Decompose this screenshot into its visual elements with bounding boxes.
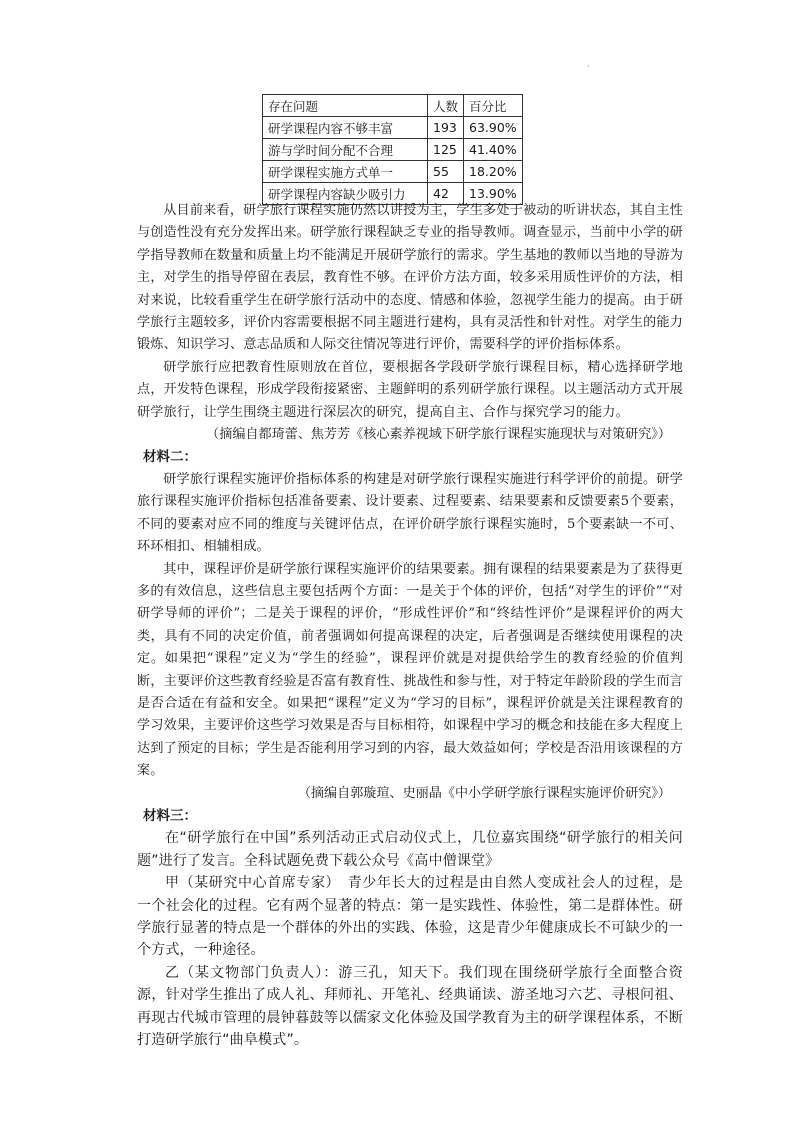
table-row	[263, 139, 523, 161]
material3-heading: 材料三：	[143, 807, 197, 824]
table-cell-count: 193	[428, 117, 464, 139]
table-header-percent: 百分比	[464, 95, 523, 117]
table-cell-percent: 13.90%	[464, 183, 523, 205]
table-header-row	[263, 95, 523, 117]
article-body	[137, 200, 683, 1051]
table-cell-issue: 研学课程内容缺少吸引力	[263, 183, 428, 205]
material2-heading: 材料二：	[143, 449, 197, 466]
table-cell-count: 42	[428, 183, 464, 205]
material3-paragraph-2: 甲（某研究中心首席专家） 青少年长大的过程是由自然人变成社会人的过程，是一个社会化的过程。它有两个显著的特点：第一是实践性、体验性，第二是群体性。研学旅行显著的特点是一个群体的外出的实践、体验，这是青少年健康成长不可缺少的一个方式，一种途径。	[137, 875, 683, 959]
table-cell-issue: 游与学时间分配不合理	[263, 139, 428, 161]
table-cell-issue: 研学课程实施方式单一	[263, 161, 428, 183]
table-row	[263, 117, 523, 139]
material1-source: （摘编自都琦蕾、焦芳芳《核心素养视域下研学旅行课程实施现状与对策研究》）	[206, 427, 671, 443]
table-cell-count: 125	[428, 139, 464, 161]
material2-paragraph-1: 研学旅行课程实施评价指标体系的构建是对研学旅行课程实施进行科学评价的前提。研学旅行课程实施评价指标包括准备要素、设计要素、过程要素、结果要素和反馈要素5个要素，不同的要素对应不同的维度与关键评估点，在评价研学旅行课程实施时，5个要素缺一不可、环环相扣、相辅相成。	[137, 471, 683, 555]
table-cell-issue: 研学课程内容不够丰富	[263, 117, 428, 139]
page-mark: ·	[587, 62, 590, 71]
survey-table	[262, 94, 523, 205]
table-header-issue: 存在问题	[263, 95, 428, 117]
material2-source: （摘编自郭璇瑄、史丽晶《中小学研学旅行课程实施评价研究》）	[297, 785, 671, 801]
table-row	[263, 161, 523, 183]
table-cell-count: 55	[428, 161, 464, 183]
material1-paragraph-1: 从目前来看，研学旅行课程实施仍然以讲授为主，学生多处于被动的听讲状态，其自主性与创造性没有充分发挥出来。研学旅行课程缺乏专业的指导教师。调查显示，当前中小学的研学指导教师在数量和质量上均不能满足开展研学旅行的需求。学生基地的教师以当地的导游为主，对学生的指导停留在表层，教育性不够。在评价方法方面，较多采用质性评价的方法，相对来说，比较看重学生在研学旅行活动中的态度、情感和体验，忽视学生能力的提高。由于研学旅行主题较多，评价内容需要根据不同主题进行建构，具有灵活性和针对性。对学生的能力锻炼、知识学习、意志品质和人际交往情况等进行评价，需要科学的评价指标体系。	[137, 203, 683, 353]
table-cell-percent: 41.40%	[464, 139, 523, 161]
table-cell-percent: 63.90%	[464, 117, 523, 139]
material3-paragraph-1: 在“研学旅行在中国”系列活动正式启动仪式上，几位嘉宾围绕“研学旅行的相关问题”进行了发言。全科试题免费下载公众号《高中僧课堂》	[137, 830, 683, 869]
material2-paragraph-2: 其中，课程评价是研学旅行课程实施评价的结果要素。拥有课程的结果要素是为了获得更多的有效信息，这些信息主要包括两个方面：一是关于个体的评价，包括“对学生的评价”“对研学导师的评价”；二是关于课程的评价，“形成性评价”和“终结性评价”是课程评价的两大类，具有不同的决定价值，前者强调如何提高课程的决定，后者强调是否继续使用课程的决定。如果把“课程”定义为“学生的经验”，课程评价就是对提供给学生的教育经验的价值判断，主要评价这些教育经验是否富有教育性、挑战性和参与性，对于特定年龄阶段的学生而言是否合适在有益和安全。如果把“课程”定义为“学习的目标”，课程评价就是关注课程教育的学习效果，主要评价这些学习效果是否与目标相符，如课程中学习的概念和技能在多大程度上达到了预定的目标；学生是否能利用学习到的内容，最大效益如何；学校是否沿用该课程的方案。	[137, 561, 683, 779]
table-cell-percent: 18.20%	[464, 161, 523, 183]
table-header-count: 人数	[428, 95, 464, 117]
material3-paragraph-3: 乙（某文物部门负责人）：游三孔，知天下。我们现在围绕研学旅行全面整合资源，针对学生推出了成人礼、拜师礼、开笔礼、经典诵读、游圣地习六艺、寻根问祖、再现古代城市管理的晨钟暮鼓等以儒家文化体验及国学教育为主的研学课程体系，不断打造研学旅行“曲阜模式”。	[137, 964, 683, 1049]
material1-paragraph-2: 研学旅行应把教育性原则放在首位，要根据各学段研学旅行课程目标，精心选择研学地点，开发特色课程，形成学段衔接紧密、主题鲜明的系列研学旅行课程。以主题活动方式开展研学旅行，让学生围绕主题进行深层次的研究，提高自主、合作与探究学习的能力。	[137, 359, 683, 420]
